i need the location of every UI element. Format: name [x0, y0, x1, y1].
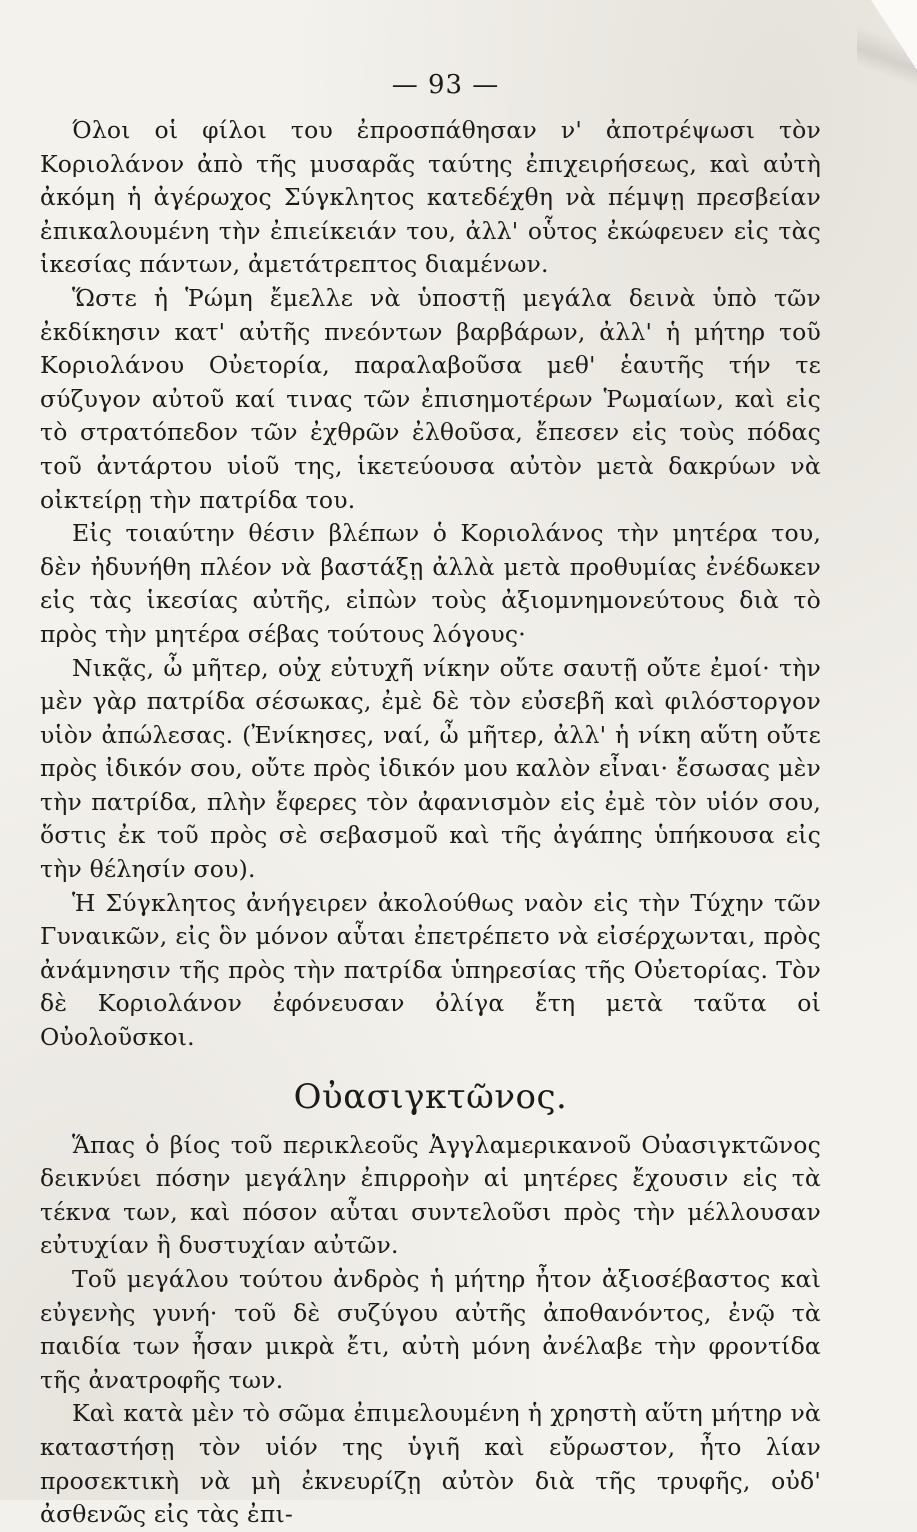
paragraph-coriolanus-speech: Νικᾷς, ὦ μῆτερ, οὐχ εὐτυχῆ νίκην οὔτε σαυτῇ οὔτε ἐμοί· τὴν μὲν γὰρ πατρίδα σέσωκας, ἐμὲ δὲ τὸν εὐσεβῆ καὶ φιλόστοργον υἱὸν ἀπώλεσας. (Ἐνίκησες, ναί, ὦ μῆτερ, ἀλλ' ἡ νίκη αὕτη οὔτε πρὸς ἰδικόν σου, οὔτε πρὸς ἰδικόν μου καλὸν εἶναι· ἔσωσας μὲν τὴν πατρίδα, πλὴν ἔφερες τὸν ἀφανισμὸν εἰς ἐμὲ τὸν υἱόν σου, ὅστις ἐκ τοῦ πρὸς σὲ σεβασμοῦ καὶ τῆς ἀγάπης ὑπήκουσα εἰς τὴν θέλησίν σου).	[40, 653, 821, 884]
section-heading: Οὐασιγκτῶνος.	[293, 1076, 568, 1117]
paragraph-mother-care: Καὶ κατὰ μὲν τὸ σῶμα ἐπιμελουμένη ἡ χρηστὴ αὕτη μήτηρ νὰ καταστήσῃ τὸν υἱόν της ὑγιῆ καὶ εὔρωστον, ἦτο λίαν προσεκτικὴ νὰ μὴ ἐκνευρίζῃ αὐτὸν διὰ τῆς τρυφῆς, οὐδ' ἀσθενῶς εἰς τὰς ἐπι-	[40, 1399, 821, 1529]
paragraph-rome-danger: Ὥστε ἡ Ῥώμη ἔμελλε νὰ ὑποστῇ μεγάλα δεινὰ ὑπὸ τῶν ἐκδίκησιν κατ' αὐτῆς πνεόντων βαρβάρων, ἀλλ' ἡ μήτηρ τοῦ Κοριολάνου Οὐετορία, παραλαβοῦσα μεθ' ἑαυτῆς τήν τε σύζυγον αὐτοῦ καί τινας τῶν ἐπισημοτέρων Ῥωμαίων, καὶ εἰς τὸ στρατόπεδον τῶν ἐχθρῶν ἐλθοῦσα, ἔπεσεν εἰς τοὺς πόδας τοῦ ἀντάρτου υἱοῦ της, ἱκετεύουσα αὐτὸν μετὰ δακρύων νὰ οἰκτείρῃ τὴν πατρίδα του.	[40, 283, 821, 514]
paragraph-washington-life: Ἅπας ὁ βίος τοῦ περικλεοῦς Ἀγγλαμερικανοῦ Οὐασιγκτῶνος δεικνύει πόσην μεγάλην ἐπιρροὴν αἱ μητέρες ἔχουσιν εἰς τὰ τέκνα των, καὶ πόσον αὗται συντελοῦσι πρὸς τὴν μέλλουσαν εὐτυχίαν ἢ δυστυχίαν αὐτῶν.	[40, 1130, 821, 1260]
folded-page-corner	[871, 0, 917, 70]
page-number: — 93 —	[391, 70, 500, 100]
paragraph-coriolanus-yields: Εἰς τοιαύτην θέσιν βλέπων ὁ Κοριολάνος τὴν μητέρα του, δὲν ἠδυνήθη πλέον νὰ βαστάξῃ ἀλλὰ μετὰ προθυμίας ἐνέδωκεν εἰς τὰς ἱκεσίας αὐτῆς, εἰπὼν τοὺς ἀξιομνημονεύτους διὰ τὸ πρὸς τὴν μητέρα σέβας τούτους λόγους·	[40, 519, 821, 648]
paragraph-washington-mother: Τοῦ μεγάλου τούτου ἀνδρὸς ἡ μήτηρ ἦτον ἀξιοσέβαστος καὶ εὐγενὴς γυνή· τοῦ δὲ συζύγου αὐτῆς ἀποθανόντος, ἐνῷ τὰ παιδία των ἦσαν μικρὰ ἔτι, αὐτὴ μόνη ἀνέλαβε τὴν φροντίδα τῆς ἀνατροφῆς των.	[40, 1265, 821, 1394]
paragraph-senate-temple: Ἡ Σύγκλητος ἀνήγειρεν ἀκολούθως ναὸν εἰς τὴν Τύχην τῶν Γυναικῶν, εἰς ὃν μόνον αὗται ἐπετρέπετο νὰ εἰσέρχωνται, πρὸς ἀνάμνησιν τῆς πρὸς τὴν πατρίδα ὑπηρεσίας τῆς Οὐετορίας. Τὸν δὲ Κοριολάνον ἐφόνευσαν ὀλίγα ἔτη μετὰ ταῦτα οἱ Οὐολοῦσκοι.	[40, 888, 821, 1052]
paragraph-coriolanus-friends: Όλοι οἱ φίλοι του ἐπροσπάθησαν ν' ἀποτρέψωσι τὸν Κοριολάνον ἀπὸ τῆς μυσαρᾶς ταύτης ἐπιχειρήσεως, καὶ αὐτὴ ἀκόμη ἡ ἀγέρωχος Σύγκλητος κατεδέχθη νὰ πέμψῃ πρεσβείαν ἐπικαλουμένη τὴν ἐπιείκειάν του, ἀλλ' οὗτος ἐκώφευεν εἰς τὰς ἱκεσίας πάντων, ἀμετάτρεπτος διαμένων.	[40, 116, 821, 279]
